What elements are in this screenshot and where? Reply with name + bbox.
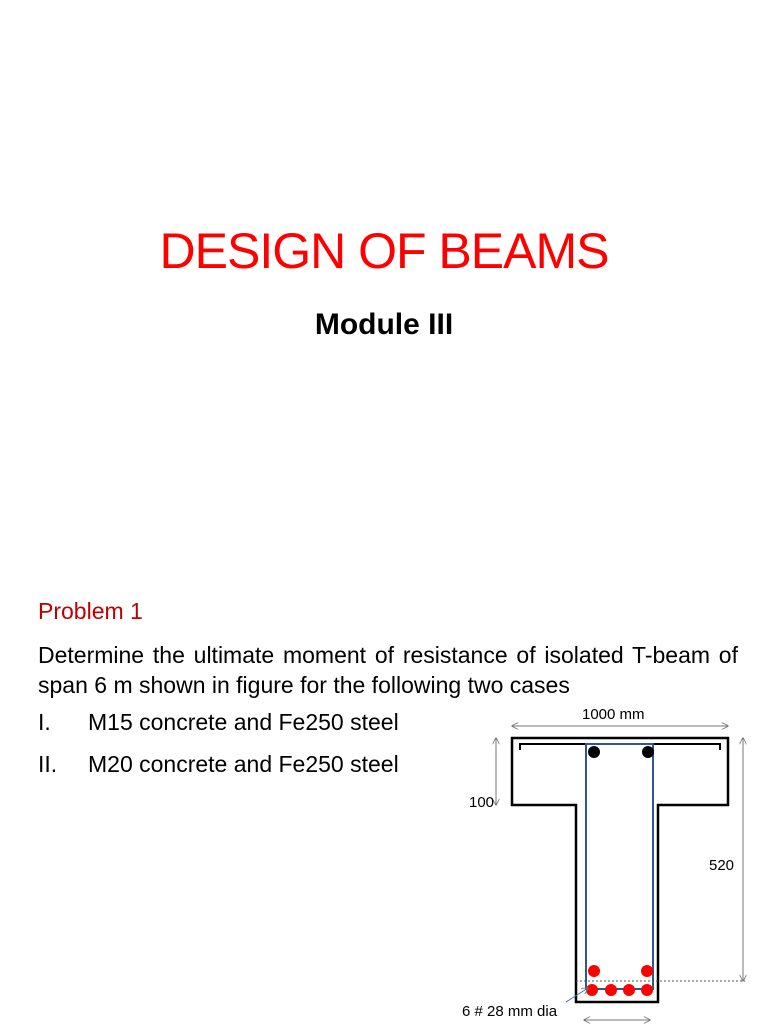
slide-title: DESIGN OF BEAMS <box>159 223 609 279</box>
bottom-bar <box>641 984 653 996</box>
flange-width-label: 1000 mm <box>582 706 645 723</box>
case-number: II. <box>38 751 58 777</box>
slide-subtitle: Module III <box>314 308 454 341</box>
bottom-bar <box>605 984 617 996</box>
case-item <box>38 751 399 778</box>
bar-label: 6 # 28 mm dia <box>462 1003 558 1020</box>
bottom-bar <box>641 965 653 977</box>
case-number: I. <box>38 709 51 735</box>
overall-depth-label: 520 <box>709 857 735 874</box>
problem-statement: Determine the ultimate moment of resistance of isolated T-beam of span 6 m shown in figure for the following two cases <box>38 642 738 698</box>
case-label: M15 concrete and Fe250 steel <box>88 709 399 735</box>
t-section-outline <box>512 738 728 1002</box>
case-label: M20 concrete and Fe250 steel <box>88 751 399 777</box>
problem-heading: Problem 1 <box>38 598 143 624</box>
bottom-bar <box>588 965 600 977</box>
case-item <box>38 709 399 736</box>
top-bar <box>588 746 600 758</box>
t-beam-figure <box>440 702 760 1024</box>
problem-slide <box>0 512 768 1024</box>
bottom-bar <box>586 984 598 996</box>
bottom-bar <box>623 984 635 996</box>
flange-depth-label: 100 <box>469 794 495 811</box>
top-bar <box>642 746 654 758</box>
stirrup <box>586 744 653 989</box>
